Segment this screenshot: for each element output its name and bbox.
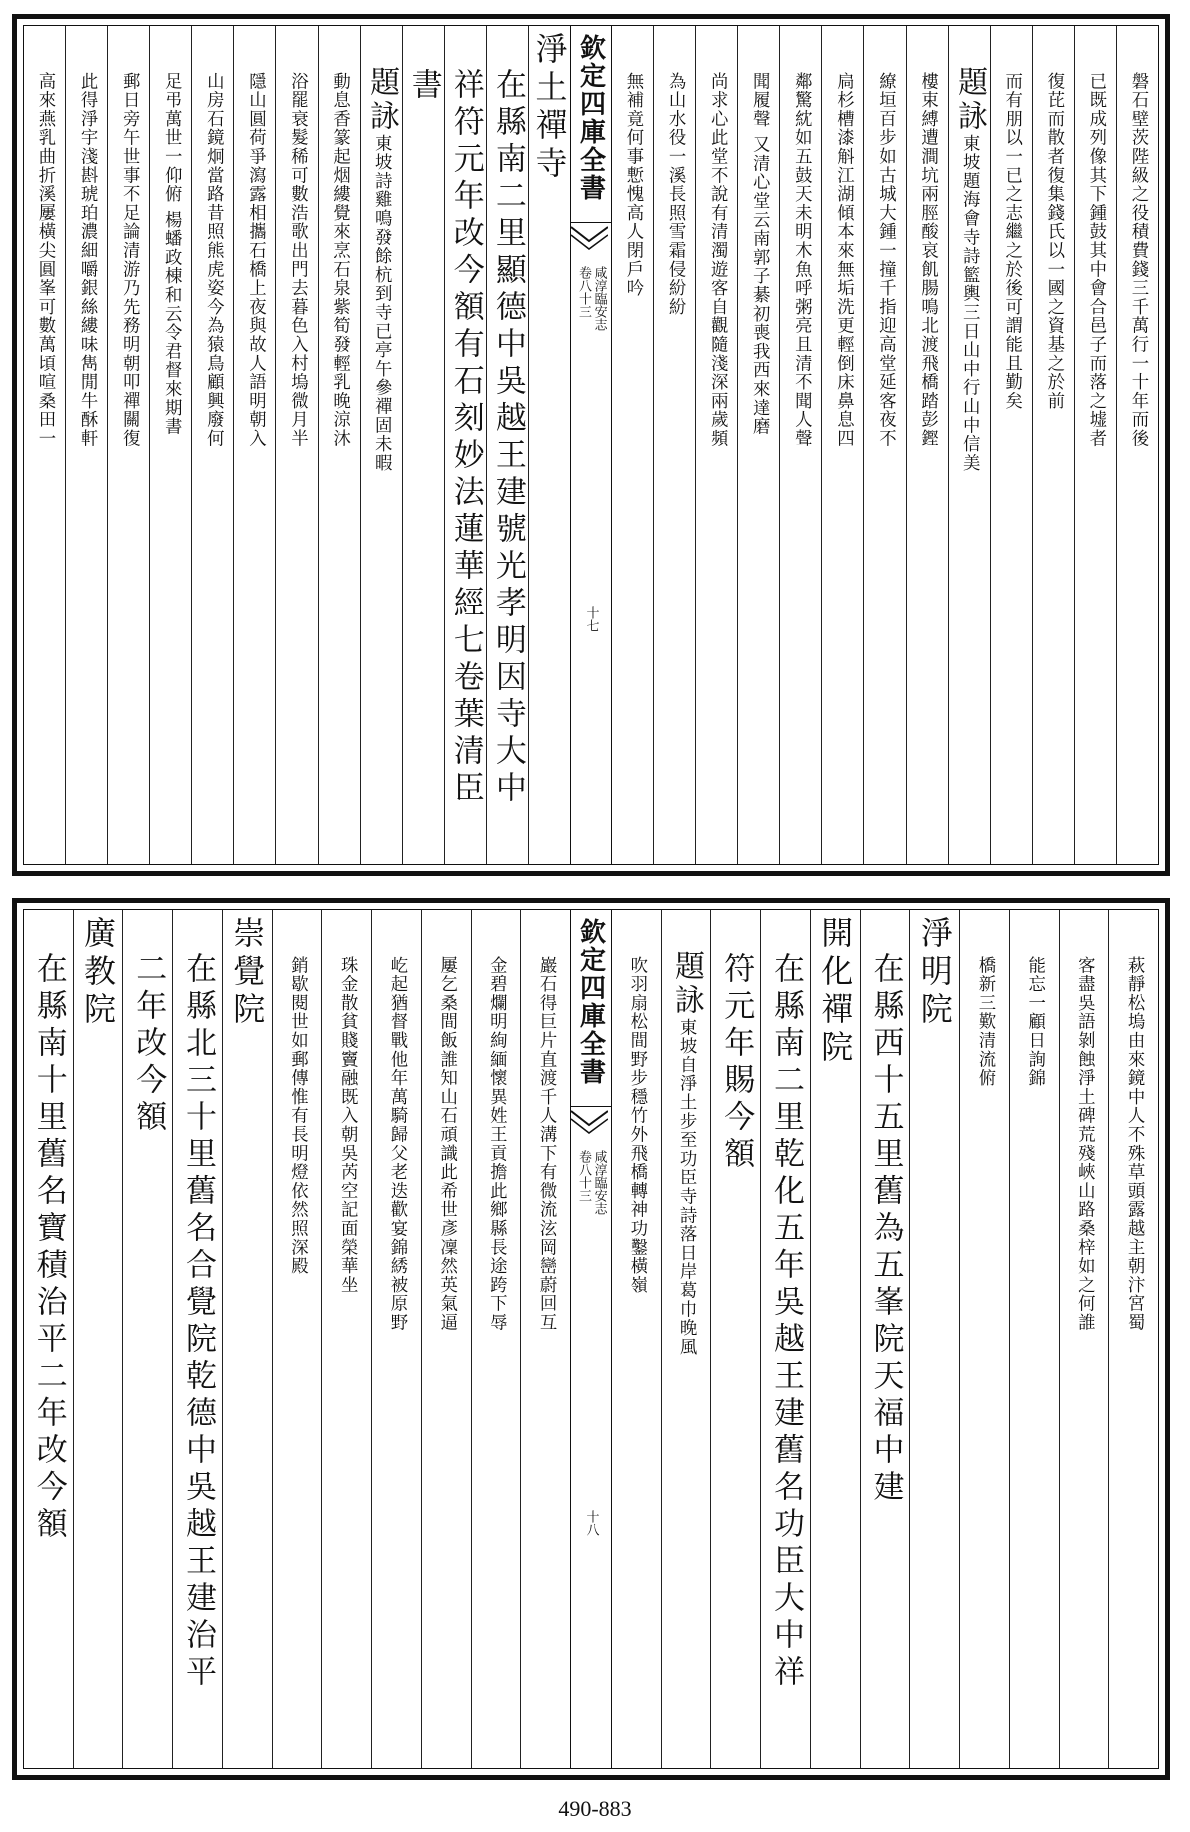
section-heading: 開化禪院 xyxy=(816,916,855,1068)
text-column xyxy=(528,26,570,864)
main-text: 在縣北三十里舊名合覺院乾德中吳越王建治平 xyxy=(179,952,216,1692)
text-column xyxy=(275,26,317,864)
text-column xyxy=(906,26,948,864)
annotation-text: 無補竟何事慙愧高人閉戶吟 xyxy=(623,72,643,298)
text-column xyxy=(486,26,528,864)
text-column xyxy=(710,910,760,1768)
text-column xyxy=(695,26,737,864)
page-bottom xyxy=(12,898,1170,1780)
text-column xyxy=(737,26,779,864)
page-top xyxy=(12,14,1170,876)
text-column xyxy=(272,910,322,1768)
annotation-text: 復芘而散者復集錢氏以一國之資基之於前 xyxy=(1043,72,1064,411)
juan-number: 卷八十三 xyxy=(576,1150,591,1202)
annotation-text: 山房石鏡炯當路昔照熊虎姿今為猿鳥顧興廢何 xyxy=(203,72,224,448)
text-column xyxy=(321,910,371,1768)
text-column xyxy=(909,910,959,1768)
annotation-text: 足弔萬世一仰俯 楊蟠政棟和云令君督來期書 xyxy=(161,72,182,437)
text-column xyxy=(959,910,1009,1768)
text-column xyxy=(122,910,172,1768)
section-heading: 崇覺院 xyxy=(228,916,267,1030)
text-column xyxy=(24,26,65,864)
text-column xyxy=(653,26,695,864)
text-column xyxy=(612,910,661,1768)
source-title xyxy=(575,266,606,331)
main-text: 二年改今額 xyxy=(130,952,167,1137)
text-column xyxy=(172,910,222,1768)
text-column xyxy=(810,910,860,1768)
text-column xyxy=(402,26,444,864)
text-column xyxy=(24,910,73,1768)
source-title xyxy=(575,1150,606,1215)
annotation-text: 浴罷衰髮稀可數浩歌出門去暮色入村塢微月半 xyxy=(287,72,308,448)
text-column xyxy=(1108,910,1158,1768)
main-text: 符元年賜今額 xyxy=(718,952,755,1174)
juan-number: 卷八十三 xyxy=(576,266,591,318)
text-column xyxy=(421,910,471,1768)
fishtail-mark xyxy=(571,1106,611,1135)
annotation-text: 此得淨宇淺斟琥珀濃細嚼銀絲縷味雋閒牛酥軒 xyxy=(77,72,98,448)
annotation-text: 鄰驚紞如五鼓天未明木魚呼粥亮且清不聞人聲 xyxy=(791,72,812,448)
annotation-text: 樓束縛遭澗坑兩脛酸哀飢腸鳴北渡飛橋踏彭鏗 xyxy=(917,72,938,448)
center-margin xyxy=(570,910,612,1768)
fishtail-mark xyxy=(571,222,611,251)
annotation-text: 巖石得巨片直渡千人溝下有微流泫岡巒蔚回互 xyxy=(536,956,557,1332)
text-column xyxy=(191,26,233,864)
section-heading: 廣教院 xyxy=(79,916,118,1030)
annotation-text: 珠金散貧賤竇融既入朝吳芮空記面榮華坐 xyxy=(337,956,358,1295)
text-column xyxy=(149,26,191,864)
main-text: 在縣南二里乾化五年吳越王建舊名功臣大中祥 xyxy=(767,952,804,1692)
page-number: 十七 xyxy=(583,606,599,632)
center-margin xyxy=(570,26,612,864)
text-column xyxy=(73,910,123,1768)
text-column xyxy=(760,910,810,1768)
annotation-text: 扃杉槽漆斛江湖傾本來無垢洗更輕倒床鼻息四 xyxy=(833,72,854,448)
annotation-text: 能忘一顧日詢錦 xyxy=(1024,956,1045,1088)
section-heading: 淨土禪寺 xyxy=(530,32,569,184)
poem-column xyxy=(669,950,705,1357)
text-column xyxy=(1074,26,1116,864)
annotation-text: 屢乞桑間飯誰知山石頑識此希世彥凜然英氣逼 xyxy=(436,956,457,1332)
poem-heading: 題詠 xyxy=(364,66,400,134)
left-half xyxy=(24,26,570,864)
page-number: 十八 xyxy=(583,1510,599,1536)
text-column xyxy=(360,26,402,864)
main-text: 書 xyxy=(405,68,442,105)
annotation-text: 而有朋以一已之志繼之於後可謂能且勤矣 xyxy=(1001,72,1022,411)
source-name: 咸淳臨安志 xyxy=(591,266,607,331)
annotation-text: 隱山圓荷爭瀉露相攜石橋上夜與故人語明朝入 xyxy=(245,72,266,448)
text-column xyxy=(612,26,653,864)
poem-heading: 題詠 xyxy=(669,950,705,1018)
text-column xyxy=(779,26,821,864)
text-column xyxy=(661,910,711,1768)
annotation-text: 東坡題海會寺詩籃輿三日山中行山中信美 xyxy=(959,134,980,473)
section-heading: 淨明院 xyxy=(915,916,954,1030)
right-half xyxy=(612,910,1158,1768)
text-column xyxy=(990,26,1032,864)
main-text: 在縣南二里顯德中吳越王建號光孝明因寺大中 xyxy=(489,68,526,808)
text-column xyxy=(444,26,486,864)
main-text: 在縣西十五里舊為五峯院天福中建 xyxy=(867,952,904,1507)
annotation-text: 郵日旁午世事不足論清游乃先務明朝叩禪關復 xyxy=(119,72,140,448)
catalog-number: 490-883 xyxy=(558,1796,632,1821)
annotation-text: 聞履聲 又清心堂云南郭子綦初喪我西來達磨 xyxy=(749,72,770,437)
poem-column xyxy=(952,66,988,473)
annotation-text: 客盡吳語剝蝕淨土碑荒殘峽山路桑梓如之何誰 xyxy=(1074,956,1095,1332)
annotation-text: 吹羽扇松間野步穩竹外飛橋轉神功鑿橫嶺 xyxy=(626,956,647,1295)
annotation-text: 橋新三歎清流俯 xyxy=(974,956,995,1088)
poem-column xyxy=(364,66,400,473)
annotation-text: 尚求心此堂不說有清濁遊客自觀隨淺深兩歲頻 xyxy=(707,72,728,448)
annotation-text: 東坡詩雞鳴發餘杭到寺已亭午參禪固未暇 xyxy=(371,134,392,473)
annotation-text: 繚垣百步如古城大鍾一撞千指迎高堂延客夜不 xyxy=(875,72,896,448)
text-column xyxy=(1116,26,1158,864)
text-column xyxy=(222,910,272,1768)
text-column xyxy=(1032,26,1074,864)
book-title: 欽定四庫全書 xyxy=(575,34,606,202)
left-half xyxy=(24,910,570,1768)
source-name: 咸淳臨安志 xyxy=(591,1150,607,1215)
text-column xyxy=(371,910,421,1768)
page-frame xyxy=(23,909,1159,1769)
text-column xyxy=(860,910,910,1768)
annotation-text: 已既成列像其下鍾鼓其中會合邑子而落之墟者 xyxy=(1085,72,1106,448)
book-title: 欽定四庫全書 xyxy=(575,918,606,1086)
annotation-text: 動息香篆起烟縷覺來烹石泉紫筍發輕乳晚涼沐 xyxy=(329,72,350,448)
text-column xyxy=(471,910,521,1768)
annotation-text: 高來燕乳曲折溪屢橫尖圓峯可數萬頃喧桑田一 xyxy=(35,72,55,448)
text-column xyxy=(1059,910,1109,1768)
main-text: 祥符元年改今額有石刻妙法蓮華經七卷葉清臣 xyxy=(447,68,484,808)
annotation-text: 銷歇閱世如郵傳惟有長明燈依然照深殿 xyxy=(287,956,308,1276)
main-text: 在縣南十里舊名寶積治平二年改今額 xyxy=(30,952,67,1544)
text-column xyxy=(863,26,905,864)
text-column xyxy=(948,26,990,864)
text-column xyxy=(1009,910,1059,1768)
annotation-text: 金碧爛明絢緬懷異姓王貢擔此鄉縣長途跨下辱 xyxy=(486,956,507,1332)
text-column xyxy=(821,26,863,864)
right-half xyxy=(612,26,1158,864)
page-frame xyxy=(23,25,1159,865)
text-column xyxy=(233,26,275,864)
annotation-text: 東坡自淨土步至功臣寺詩落日岸葛巾晚風 xyxy=(676,1018,697,1357)
text-column xyxy=(107,26,149,864)
text-column xyxy=(318,26,360,864)
poem-heading: 題詠 xyxy=(952,66,988,134)
text-column xyxy=(520,910,570,1768)
annotation-text: 萩靜松塢由來鏡中人不殊草頭露越主朝汴宮蜀 xyxy=(1124,956,1145,1332)
annotation-text: 磐石壁茨陛級之役積費錢三千萬行一十年而後 xyxy=(1127,72,1148,448)
text-column xyxy=(65,26,107,864)
annotation-text: 屹起猶督戰他年萬騎歸父老迭歡宴錦綉被原野 xyxy=(386,956,407,1332)
annotation-text: 為山水役一溪長照雪霜侵紛紛 xyxy=(665,72,686,317)
